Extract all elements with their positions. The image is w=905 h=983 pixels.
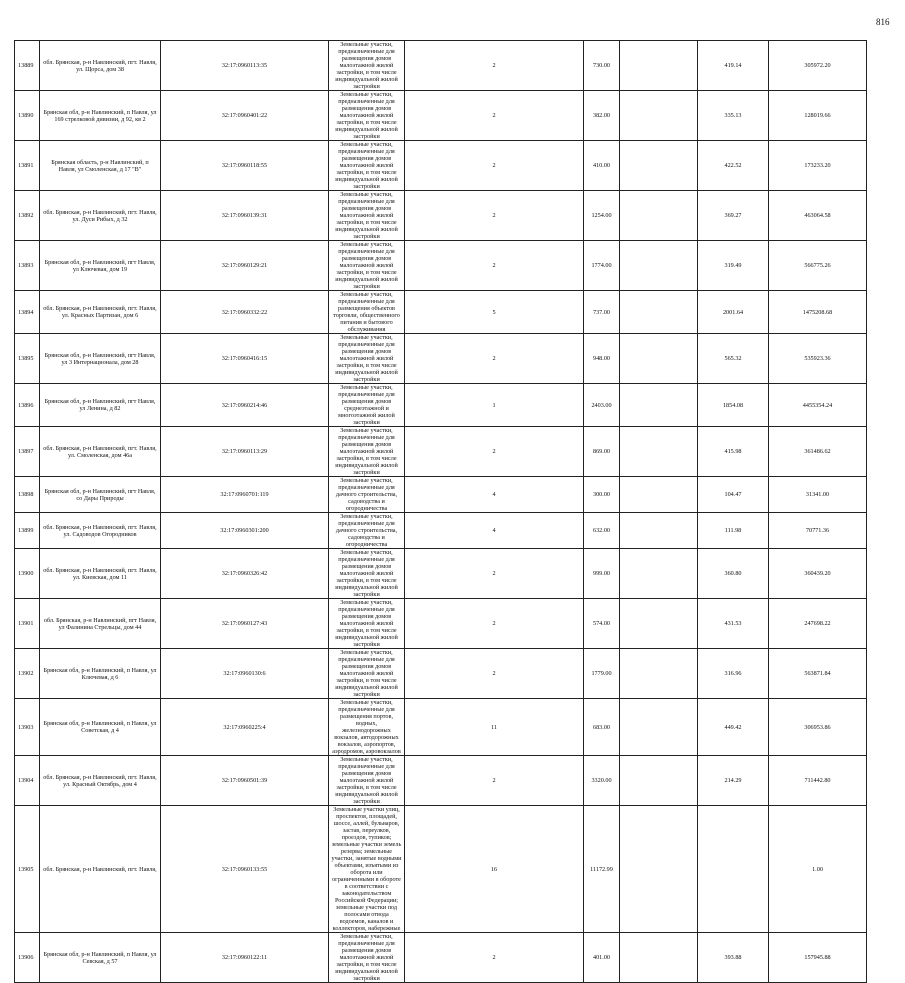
unit-value-cell: 1854.08 — [698, 384, 769, 427]
cadastral-number-cell: 32:17:0960133:55 — [161, 806, 329, 933]
area-cell: 737.00 — [584, 291, 620, 334]
address-cell: Брянская область, р-н Навлинский, п Навля, ул Смоленская, д 17 "В" — [40, 141, 161, 191]
land-purpose-cell: Земельные участки, предназначенные для размещения объектов торговли, общественного питания и бытового обслуживания — [329, 291, 405, 334]
cadastral-number-cell: 32:17:0960118:55 — [161, 141, 329, 191]
unit-value-cell: 360.80 — [698, 549, 769, 599]
unit-price-empty-cell — [620, 649, 698, 699]
row-number-cell: 13901 — [15, 599, 40, 649]
address-cell: Брянская обл, р-н Навлинский, п Навля, ул Севская, д 57 — [40, 933, 161, 983]
address-cell: обл. Брянская, р-н Навлинский, пгт. Навля, ул. Щорса, дом 38 — [40, 41, 161, 91]
address-cell: обл. Брянская, р-н Навлинский, пгт. Навля, ул. Киевская, дом 11 — [40, 549, 161, 599]
area-cell: 2403.00 — [584, 384, 620, 427]
cadastral-number-cell: 32:17:0960416:15 — [161, 334, 329, 384]
land-use-code-cell: 2 — [405, 756, 584, 806]
area-cell: 999.00 — [584, 549, 620, 599]
land-purpose-cell: Земельные участки, предназначенные для размещения домов малоэтажной жилой застройки, в том числе индивидуальной жилой застройки — [329, 241, 405, 291]
area-cell: 1774.00 — [584, 241, 620, 291]
cadastral-value-cell: 70771.36 — [769, 513, 867, 549]
cadastral-value-cell: 31341.00 — [769, 477, 867, 513]
land-use-code-cell: 16 — [405, 806, 584, 933]
cadastral-value-cell: 1.00 — [769, 806, 867, 933]
table-row — [15, 241, 867, 291]
cadastral-value-cell: 128019.66 — [769, 91, 867, 141]
cadastral-number-cell: 32:17:0960701:119 — [161, 477, 329, 513]
cadastral-value-cell: 535923.36 — [769, 334, 867, 384]
land-purpose-cell: Земельные участки, предназначенные для размещения домов малоэтажной жилой застройки, в том числе индивидуальной жилой застройки — [329, 191, 405, 241]
address-cell: обл. Брянская, р-н Навлинский, пгт. Навля, ул. Красных Партизан, дом 6 — [40, 291, 161, 334]
address-cell: обл. Брянская, р-н Навлинский, пгт. Навля, — [40, 806, 161, 933]
land-registry-table — [14, 40, 867, 983]
row-number-cell: 13903 — [15, 699, 40, 756]
row-number-cell: 13902 — [15, 649, 40, 699]
area-cell: 1254.00 — [584, 191, 620, 241]
cadastral-number-cell: 32:17:0960225:4 — [161, 699, 329, 756]
row-number-cell: 13889 — [15, 41, 40, 91]
row-number-cell: 13897 — [15, 427, 40, 477]
cadastral-value-cell: 463064.58 — [769, 191, 867, 241]
land-purpose-cell: Земельные участки, предназначенные для размещения домов малоэтажной жилой застройки, в том числе индивидуальной жилой застройки — [329, 427, 405, 477]
row-number-cell: 13894 — [15, 291, 40, 334]
area-cell: 948.00 — [584, 334, 620, 384]
land-use-code-cell: 2 — [405, 241, 584, 291]
unit-price-empty-cell — [620, 191, 698, 241]
land-purpose-cell: Земельные участки, предназначенные для размещения домов среднеэтажной и многоэтажной жилой застройки — [329, 384, 405, 427]
area-cell: 683.00 — [584, 699, 620, 756]
land-use-code-cell: 2 — [405, 599, 584, 649]
area-cell: 410.00 — [584, 141, 620, 191]
area-cell: 632.00 — [584, 513, 620, 549]
area-cell: 3320.00 — [584, 756, 620, 806]
land-use-code-cell: 4 — [405, 477, 584, 513]
land-use-code-cell: 2 — [405, 191, 584, 241]
address-cell: Брянская обл, р-н Навлинский, пгт Навля, ул Ленина, д 82 — [40, 384, 161, 427]
cadastral-value-cell: 563871.84 — [769, 649, 867, 699]
unit-price-empty-cell — [620, 549, 698, 599]
address-cell: обл. Брянская, р-н Навлинский, пгт. Навля, ул. Красный Октябрь, дом 4 — [40, 756, 161, 806]
table-row — [15, 291, 867, 334]
unit-price-empty-cell — [620, 241, 698, 291]
row-number-cell: 13892 — [15, 191, 40, 241]
land-purpose-cell: Земельные участки, предназначенные для размещения домов малоэтажной жилой застройки, в том числе индивидуальной жилой застройки — [329, 334, 405, 384]
land-use-code-cell: 2 — [405, 649, 584, 699]
row-number-cell: 13891 — [15, 141, 40, 191]
table-row — [15, 806, 867, 933]
address-cell: обл. Брянская, р-н Навлинский, пгт. Навля, ул. Дуси Рибых, д 32 — [40, 191, 161, 241]
table-row — [15, 91, 867, 141]
address-cell: обл. Брянская, р-н Навлинский, пгт. Навля, ул. Смоленская, дом 46а — [40, 427, 161, 477]
land-use-code-cell: 4 — [405, 513, 584, 549]
row-number-cell: 13905 — [15, 806, 40, 933]
cadastral-number-cell: 32:17:0960401:22 — [161, 91, 329, 141]
address-cell: Брянская обл, р-н Навлинский, п Навля, ул 169 стрелковой дивизии, д 92, кв 2 — [40, 91, 161, 141]
table-row — [15, 191, 867, 241]
unit-value-cell: 369.27 — [698, 191, 769, 241]
address-cell: Брянская обл, р-н Навлинский, п Навля, ул Советская, д 4 — [40, 699, 161, 756]
cadastral-value-cell: 173233.20 — [769, 141, 867, 191]
table-row — [15, 933, 867, 983]
land-use-code-cell: 2 — [405, 41, 584, 91]
unit-value-cell: 565.32 — [698, 334, 769, 384]
address-cell: Брянская обл, р-н Навлинский, п Навля, ул Ключевая, д 6 — [40, 649, 161, 699]
unit-price-empty-cell — [620, 933, 698, 983]
cadastral-number-cell: 32:17:0960326:42 — [161, 549, 329, 599]
unit-price-empty-cell — [620, 599, 698, 649]
table-row — [15, 513, 867, 549]
land-use-code-cell: 2 — [405, 549, 584, 599]
cadastral-value-cell: 1475208.68 — [769, 291, 867, 334]
cadastral-number-cell: 32:17:0960113:35 — [161, 41, 329, 91]
unit-price-empty-cell — [620, 699, 698, 756]
address-cell: Брянская обл, р-н Навлинский, пгт Навля, ул 3 Интернационала, дом 28 — [40, 334, 161, 384]
row-number-cell: 13906 — [15, 933, 40, 983]
cadastral-number-cell: 32:17:0960332:22 — [161, 291, 329, 334]
unit-value-cell: 422.52 — [698, 141, 769, 191]
cadastral-number-cell: 32:17:0960129:21 — [161, 241, 329, 291]
land-purpose-cell: Земельные участки, предназначенные для размещения домов малоэтажной жилой застройки, в том числе индивидуальной жилой застройки — [329, 756, 405, 806]
cadastral-number-cell: 32:17:0960139:31 — [161, 191, 329, 241]
cadastral-number-cell: 32:17:0960301:200 — [161, 513, 329, 549]
unit-value-cell: 335.13 — [698, 91, 769, 141]
area-cell: 574.00 — [584, 599, 620, 649]
table-row — [15, 427, 867, 477]
unit-value-cell: 2001.64 — [698, 291, 769, 334]
land-use-code-cell: 2 — [405, 334, 584, 384]
unit-price-empty-cell — [620, 806, 698, 933]
land-purpose-cell: Земельные участки, предназначенные для размещения домов малоэтажной жилой застройки, в том числе индивидуальной жилой застройки — [329, 91, 405, 141]
cadastral-value-cell: 566775.26 — [769, 241, 867, 291]
row-number-cell: 13896 — [15, 384, 40, 427]
unit-price-empty-cell — [620, 91, 698, 141]
land-purpose-cell: Земельные участки, предназначенные для дачного строительства, садоводства и огородничества — [329, 477, 405, 513]
unit-value-cell: 316.96 — [698, 649, 769, 699]
cadastral-value-cell: 361486.62 — [769, 427, 867, 477]
land-purpose-cell: Земельные участки, предназначенные для размещения домов малоэтажной жилой застройки, в том числе индивидуальной жилой застройки — [329, 141, 405, 191]
unit-price-empty-cell — [620, 141, 698, 191]
cadastral-number-cell: 32:17:0960127:43 — [161, 599, 329, 649]
cadastral-value-cell: 711442.80 — [769, 756, 867, 806]
unit-price-empty-cell — [620, 477, 698, 513]
unit-value-cell — [698, 806, 769, 933]
unit-value-cell: 415.98 — [698, 427, 769, 477]
land-use-code-cell: 2 — [405, 427, 584, 477]
row-number-cell: 13890 — [15, 91, 40, 141]
land-use-code-cell: 1 — [405, 384, 584, 427]
unit-value-cell: 449.42 — [698, 699, 769, 756]
cadastral-number-cell: 32:17:0960501:39 — [161, 756, 329, 806]
cadastral-value-cell: 360439.20 — [769, 549, 867, 599]
area-cell: 730.00 — [584, 41, 620, 91]
cadastral-value-cell: 305972.20 — [769, 41, 867, 91]
land-purpose-cell: Земельные участки, предназначенные для размещения портов, водных, железнодорожных вокзалов, автодорожных вокзалов, аэропортов, аэродромов, аэровокзалов — [329, 699, 405, 756]
address-cell: Брянская обл, р-н Навлинский, пгт Навля, ул Ключевая, дом 19 — [40, 241, 161, 291]
land-use-code-cell: 5 — [405, 291, 584, 334]
cadastral-number-cell: 32:17:0960214:46 — [161, 384, 329, 427]
unit-value-cell: 214.29 — [698, 756, 769, 806]
row-number-cell: 13900 — [15, 549, 40, 599]
row-number-cell: 13895 — [15, 334, 40, 384]
land-use-code-cell: 2 — [405, 141, 584, 191]
land-purpose-cell: Земельные участки, предназначенные для размещения домов малоэтажной жилой застройки, в том числе индивидуальной жилой застройки — [329, 649, 405, 699]
table-row — [15, 599, 867, 649]
cadastral-value-cell: 4455354.24 — [769, 384, 867, 427]
table-row — [15, 649, 867, 699]
table-row — [15, 756, 867, 806]
area-cell: 382.00 — [584, 91, 620, 141]
land-purpose-cell: Земельные участки, предназначенные для размещения домов малоэтажной жилой застройки, в том числе индивидуальной жилой застройки — [329, 549, 405, 599]
unit-price-empty-cell — [620, 41, 698, 91]
unit-price-empty-cell — [620, 513, 698, 549]
unit-price-empty-cell — [620, 756, 698, 806]
cadastral-value-cell: 157945.88 — [769, 933, 867, 983]
land-use-code-cell: 2 — [405, 933, 584, 983]
table-row — [15, 41, 867, 91]
unit-value-cell: 431.53 — [698, 599, 769, 649]
land-use-code-cell: 11 — [405, 699, 584, 756]
address-cell: обл. Брянская, р-н Навлинский, пгт Навля, ул Фалинина Стрельцы, дом 44 — [40, 599, 161, 649]
area-cell: 401.00 — [584, 933, 620, 983]
table-row — [15, 549, 867, 599]
land-use-code-cell: 2 — [405, 91, 584, 141]
unit-price-empty-cell — [620, 334, 698, 384]
unit-price-empty-cell — [620, 384, 698, 427]
table-row — [15, 384, 867, 427]
cadastral-value-cell: 247698.22 — [769, 599, 867, 649]
unit-price-empty-cell — [620, 291, 698, 334]
unit-value-cell: 319.49 — [698, 241, 769, 291]
unit-value-cell: 393.88 — [698, 933, 769, 983]
area-cell: 869.00 — [584, 427, 620, 477]
unit-value-cell: 419.14 — [698, 41, 769, 91]
land-purpose-cell: Земельные участки, предназначенные для размещения домов малоэтажной жилой застройки, в том числе индивидуальной жилой застройки — [329, 933, 405, 983]
land-purpose-cell: Земельные участки, предназначенные для размещения домов малоэтажной жилой застройки, в том числе индивидуальной жилой застройки — [329, 599, 405, 649]
table-row — [15, 699, 867, 756]
unit-price-empty-cell — [620, 427, 698, 477]
table-row — [15, 334, 867, 384]
row-number-cell: 13899 — [15, 513, 40, 549]
row-number-cell: 13904 — [15, 756, 40, 806]
cadastral-number-cell: 32:17:0960113:29 — [161, 427, 329, 477]
row-number-cell: 13898 — [15, 477, 40, 513]
cadastral-number-cell: 32:17:0960122:11 — [161, 933, 329, 983]
land-purpose-cell: Земельные участки, предназначенные для дачного строительства, садоводства и огородничества — [329, 513, 405, 549]
address-cell: Брянская обл, р-н Навлинский, пгт Навля, со Дары Природы — [40, 477, 161, 513]
area-cell: 1779.00 — [584, 649, 620, 699]
address-cell: обл. Брянская, р-н Навлинский, пгт. Навля, ул. Садоводов Огородников — [40, 513, 161, 549]
page-number: 816 — [876, 17, 890, 27]
area-cell: 300.00 — [584, 477, 620, 513]
table-row — [15, 477, 867, 513]
unit-value-cell: 104.47 — [698, 477, 769, 513]
cadastral-value-cell: 306953.86 — [769, 699, 867, 756]
table-row — [15, 141, 867, 191]
land-purpose-cell: Земельные участки, предназначенные для размещения домов малоэтажной жилой застройки, в том числе индивидуальной жилой застройки — [329, 41, 405, 91]
land-purpose-cell: Земельные участки улиц, проспектов, площадей, шоссе, аллей, бульваров, застав, переулков, проездов, тупиков; земельные участки земель резерва; земельные участки, занятые водными объектами, изъятыми из оборота или ограниченными в обороте в соответствии с законодательством Российской Федерации; земельные участки под полосами отвода водоемов, каналов и коллекторов, набережные — [329, 806, 405, 933]
cadastral-number-cell: 32:17:0960130:6 — [161, 649, 329, 699]
row-number-cell: 13893 — [15, 241, 40, 291]
unit-value-cell: 111.98 — [698, 513, 769, 549]
area-cell: 11172.99 — [584, 806, 620, 933]
